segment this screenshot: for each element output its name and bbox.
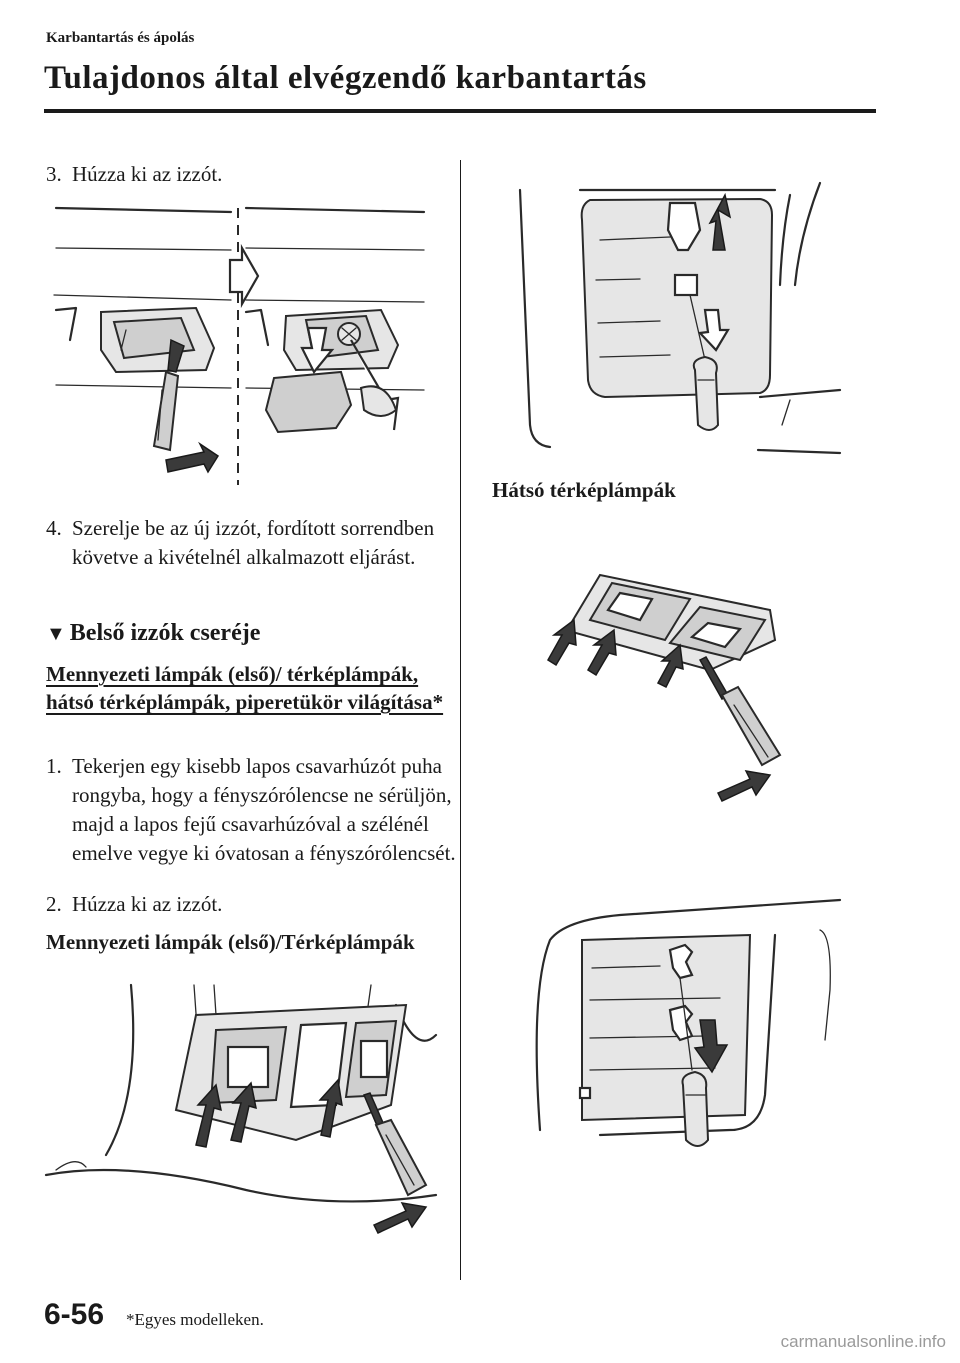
step-text: Húzza ki az izzót. [72,162,223,186]
step-1 [46,752,456,868]
rear-housing [582,935,750,1120]
screwdriver-icon [364,1093,426,1195]
step-number: 2. [46,892,62,916]
rear-map-lamp-illustration [540,565,820,805]
left-lamp-housing [56,308,214,372]
arrow-icon [374,1203,426,1233]
arrow-icon [548,620,576,665]
arrow-icon [166,444,218,472]
column-divider [460,160,461,1280]
title-rule [44,109,876,113]
step-3 [46,160,446,189]
clip [675,275,697,295]
step-text: Tekerjen egy kisebb lapos csavarhúzót puha rongyba, hogy a fényszórólencse ne sérüljön, majd a lapos fejű csavarhúzóval a szélénél emelve vegye ki óvatosan a fényszórólencsét. [72,754,456,865]
front-map-lamp-illustration [46,975,436,1245]
front-lamp-left-lens [228,1047,268,1087]
step-4 [46,514,446,572]
section-label: Karbantartás és ápolás [46,30,195,46]
step-2 [46,890,446,919]
step-number: 3. [46,162,62,186]
page-title: Tulajdonos által elvégzendő karbantartás [44,60,647,96]
footnote: *Egyes modelleken. [126,1310,264,1329]
front-lamp-right-lens [361,1041,387,1077]
step-number: 1. [46,754,62,778]
screwdriver-icon [700,657,780,765]
lamp-types-heading [46,660,456,716]
watermark: carmanualsonline.info [780,1332,946,1351]
arrow-icon [230,248,258,304]
vanity-lamp-illustration [520,175,850,470]
step-text: Húzza ki az izzót. [72,892,223,916]
rear-lamp-caption: Hátsó térképlámpák [492,478,676,502]
step-text: Szerelje be az új izzót, fordított sorrendben követve a kivételnél alkalmazott eljárást. [72,516,435,569]
subsection-heading [46,620,260,647]
arrow-icon [718,771,770,801]
bulb-icon [683,1072,709,1146]
lamp-types-heading-text: Mennyezeti lámpák (első)/ térképlámpák, hátsó térképlámpák, piperetükör világítása* [46,662,444,714]
bulb-icon [694,357,718,430]
step-number: 4. [46,516,62,540]
license-lamp-illustration [46,200,436,490]
subsection-title: Belső izzók cseréje [69,620,261,646]
rear-lamp-bulb-illustration [520,890,840,1170]
page-number: 6-56 [44,1298,105,1331]
triangle-marker-icon: ▼ [46,623,66,645]
lens-cover [266,372,351,432]
front-lamp-caption: Mennyezeti lámpák (első)/Térképlámpák [46,930,415,954]
